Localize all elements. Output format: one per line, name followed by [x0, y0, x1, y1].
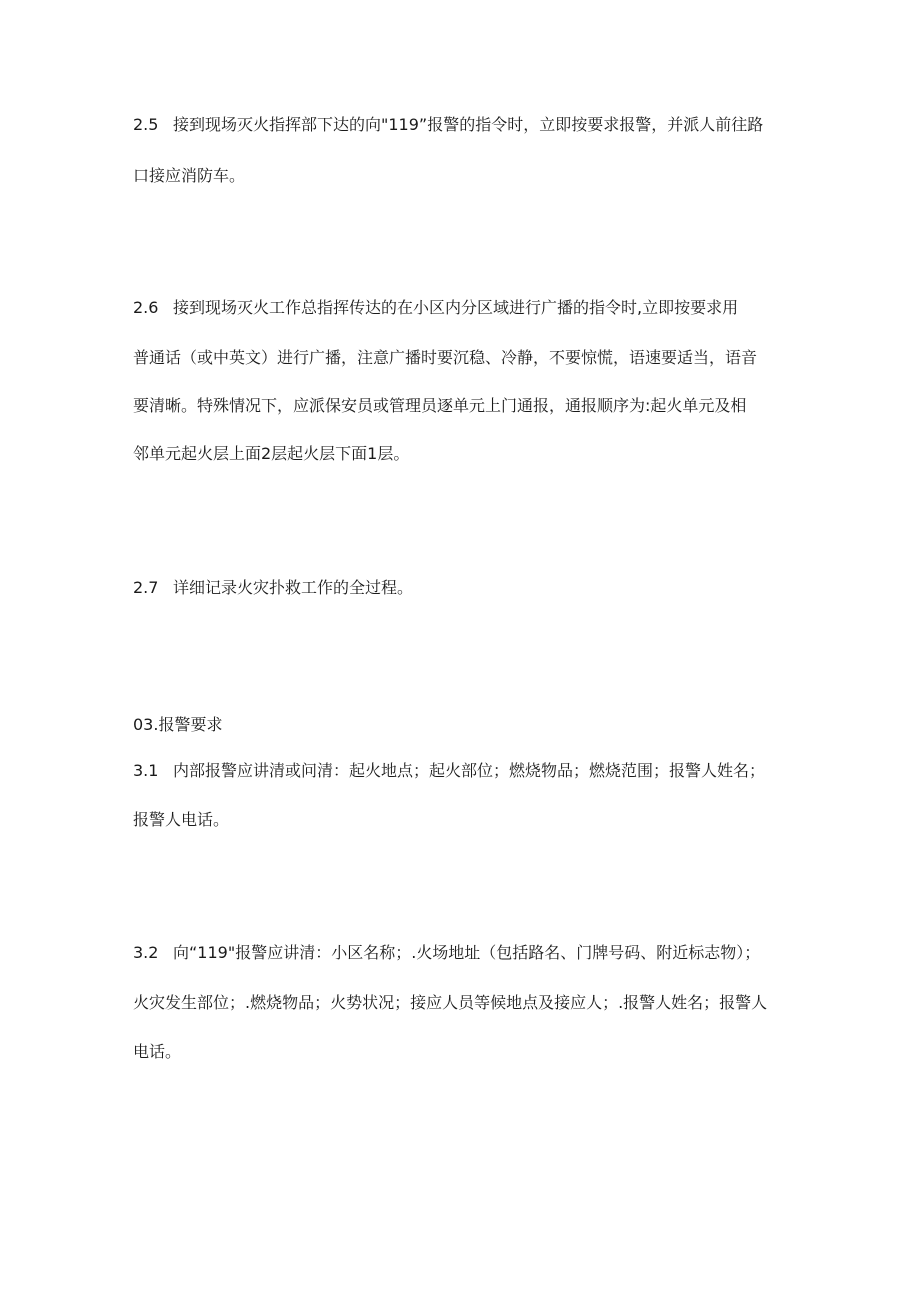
section-2-5-line-1 — [133, 115, 813, 135]
section-2-7-line-1 — [133, 578, 813, 598]
section-2-6-line-1 — [133, 298, 813, 318]
paragraph-text: 内部报警应讲清或问清：起火地点；起火部位；燃烧物品；燃烧范围；报警人姓名； — [173, 761, 766, 780]
section-number: 2.5 — [133, 115, 159, 134]
section-3-1-line-2: 报警人电话。 — [133, 810, 230, 829]
section-number: 3.2 — [133, 943, 159, 962]
section-2-6-line-4: 邻单元起火层上面2层起火层下面1层。 — [133, 444, 410, 463]
section-3-1-line-1 — [133, 761, 813, 781]
paragraph-text: 详细记录火灾扑救工作的全过程。 — [173, 578, 414, 597]
section-number: 2.7 — [133, 578, 159, 597]
section-3-2-line-1 — [133, 943, 813, 963]
section-number: 3.1 — [133, 761, 159, 780]
section-2-6-line-3: 要清晰。特殊情况下，应派保安员或管理员逐单元上门通报，通报顺序为:起火单元及相 — [133, 396, 747, 415]
section-heading-03: 03.报警要求 — [133, 715, 223, 734]
paragraph-text: 接到现场灭火工作总指挥传达的在小区内分区域进行广播的指令时,立即按要求用 — [173, 298, 739, 317]
section-3-2-line-3: 电话。 — [133, 1042, 182, 1061]
section-2-5-line-2: 口接应消防车。 — [133, 166, 246, 185]
paragraph-text: 接到现场灭火指挥部下达的向"119”报警的指令时，立即按要求报警，并派人前往路 — [173, 115, 764, 134]
section-2-6-line-2: 普通话（或中英文）进行广播，注意广播时要沉稳、冷静，不要惊慌，语速要适当，语音 — [133, 348, 758, 367]
section-3-2-line-2: 火灾发生部位；.燃烧物品；火势状况；接应人员等候地点及接应人；.报警人姓名；报警人 — [133, 993, 768, 1012]
paragraph-text: 向“119"报警应讲清：小区名称；.火场地址（包括路名、门牌号码、附近标志物）； — [173, 943, 761, 962]
section-number: 2.6 — [133, 298, 159, 317]
